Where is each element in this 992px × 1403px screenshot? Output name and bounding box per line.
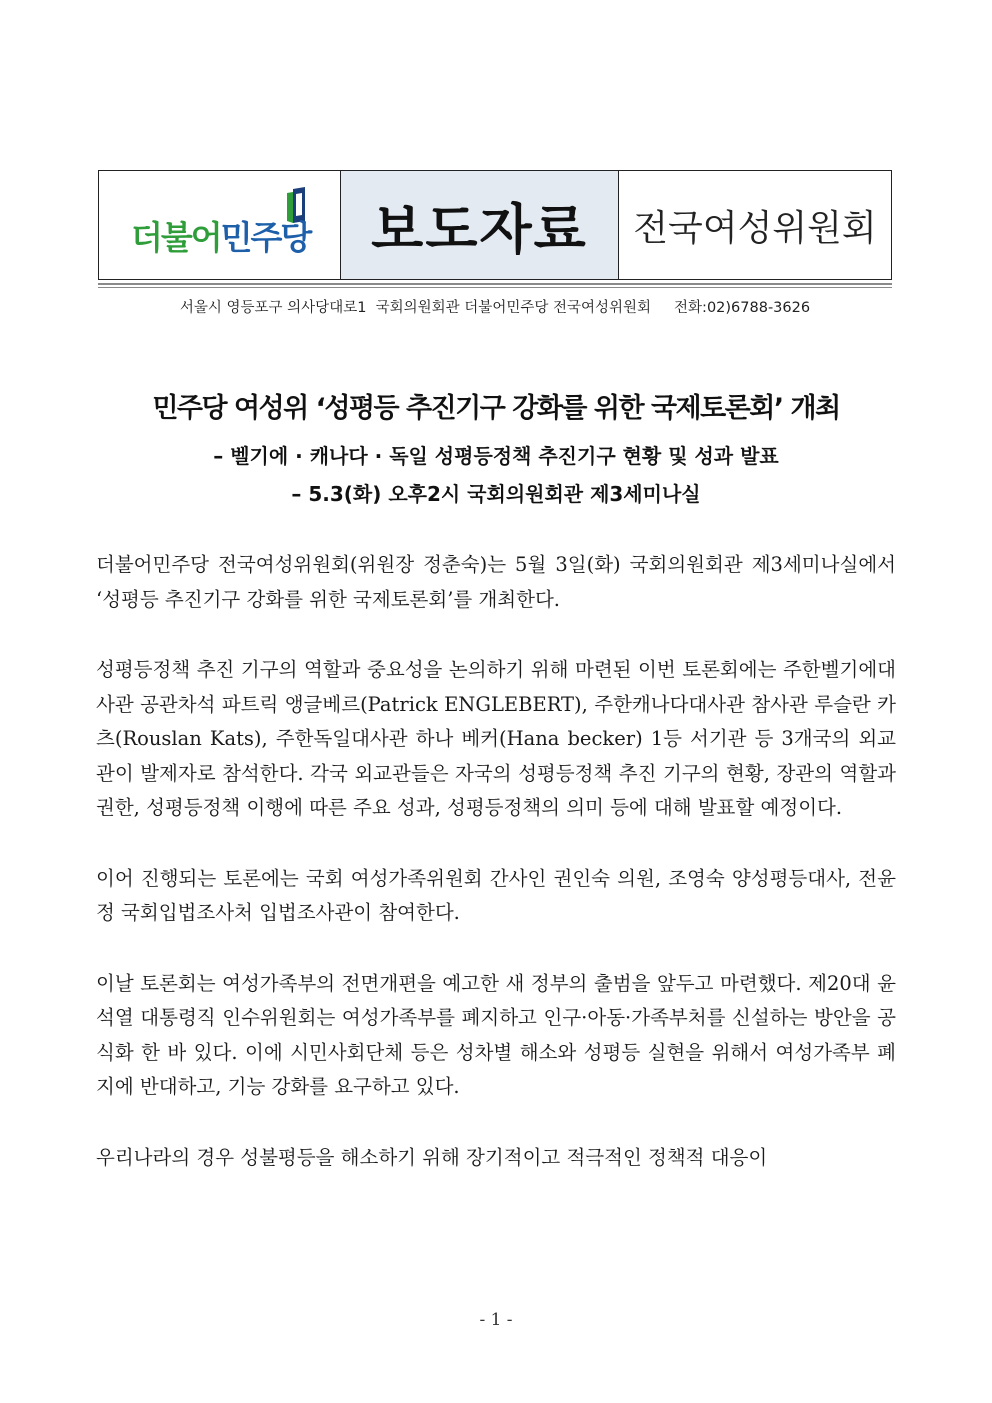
paragraph-4: 이날 토론회는 여성가족부의 전면개편을 예고한 새 정부의 출범을 앞두고 마련했다. 제20대 윤석열 대통령직 인수위원회는 여성가족부를 폐지하고 인구·아동·가족부처를 신설하는 방안을 공식화 한 바 있다. 이에 시민사회단체 등은 성차별 해소와 성평등 실현을 위해서 여성가족부 폐지에 반대하고, 기능 강화를 요구하고 있다. [96, 971, 896, 1098]
organization-name: 전국여성위원회 [633, 207, 877, 249]
paragraph-1: 더불어민주당 전국여성위원회(위원장 정춘숙)는 5월 3일(화) 국회의원회관 제3세미나실에서 ‘성평등 추진기구 강화를 위한 국제토론회’를 개최한다. [96, 553, 896, 611]
press-release-header [98, 170, 892, 280]
header-divider-thick [98, 283, 892, 285]
party-logo [99, 171, 341, 279]
headline: 민주당 여성위 ‘성평등 추진기구 강화를 위한 국제토론회’ 개최 [152, 393, 840, 424]
logo-text-green: 더불어 [131, 218, 221, 257]
doc-type-label: 보도자료 [341, 171, 619, 279]
paragraph-3: 이어 진행되는 토론에는 국회 여성가족위원회 간사인 권인숙 의원, 조영숙 양성평등대사, 전윤정 국회입법조사처 입법조사관이 참여한다. [96, 866, 896, 924]
address-line: 서울시 영등포구 의사당대로1 국회의원회관 더불어민주당 전국여성위원회 전화:02)6788-3626 [179, 300, 811, 316]
header-divider-thin [98, 287, 892, 288]
paragraph-5: 우리나라의 경우 성불평등을 해소하기 위해 장기적이고 적극적인 정책적 대응이 [96, 1145, 768, 1169]
paragraph-2: 성평등정책 추진 기구의 역할과 중요성을 논의하기 위해 마련된 이번 토론회에는 주한벨기에대사관 공관차석 파트릭 앵글베르(Patrick ENGLEBERT), 주한캐나다대사관 참사관 루슬란 카츠(Rouslan Kats), 주한독일대사관 하나 베커(Hana becker) 1등 서기관 등 3개국의 외교관이 발제자로 참석한다. 각국 외교관들은 자국의 성평등정책 추진 기구의 현황, 장관의 역할과 권한, 성평등정책 이행에 따른 주요 성과, 성평등정책의 의미 등에 대해 발표할 예정이다. [96, 658, 896, 819]
subtitle-1: – 벨기에 · 캐나다 · 독일 성평등정책 추진기구 현황 및 성과 발표 [213, 444, 779, 468]
party-logo-text [131, 218, 311, 257]
page-number: - 1 - [479, 1310, 513, 1330]
article-body [96, 548, 896, 1211]
subtitle-2: – 5.3(화) 오후2시 국회의원회관 제3세미나실 [291, 482, 701, 506]
logo-text-blue: 민주당 [220, 218, 311, 257]
